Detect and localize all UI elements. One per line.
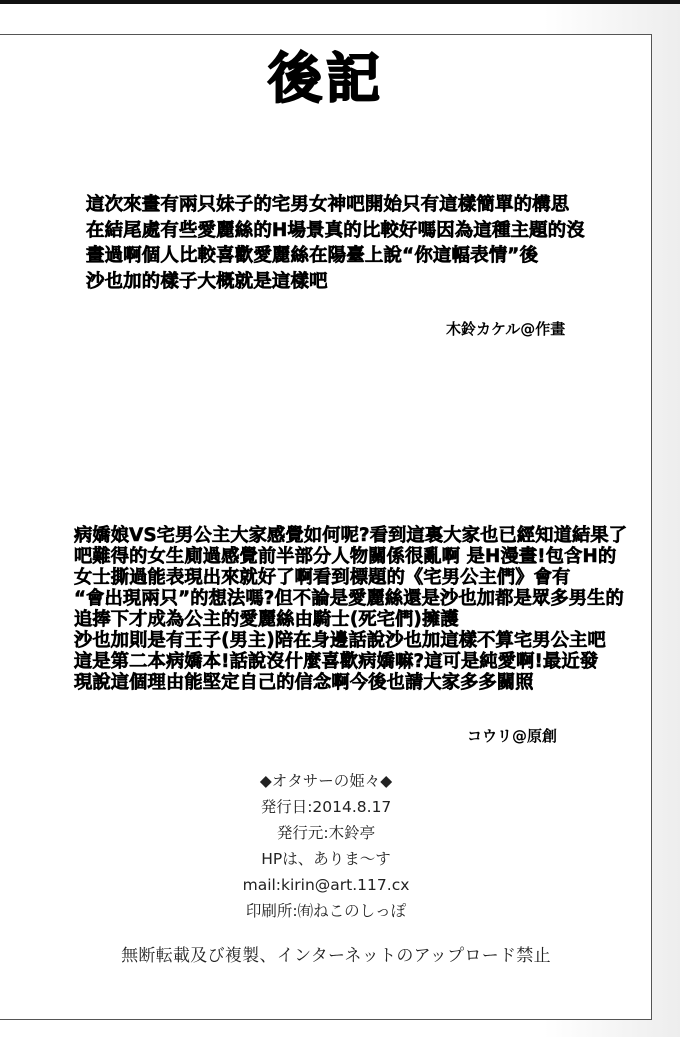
colophon-homepage: HPは、ありま～す	[261, 850, 391, 868]
page-title: 後記	[268, 47, 384, 110]
afterword-2-line: 女士撕過能表現出來就好了啊看到標題的《宅男公主們》會有	[74, 567, 571, 588]
afterword-2-line: 追捧下才成為公主的愛麗絲由騎士(死宅們)擁護	[74, 609, 459, 630]
afterword-1-line: 這次來畫有兩只妹子的宅男女神吧開始只有這樣簡單的構思	[86, 194, 570, 215]
colophon-publisher: 発行元:木鈴亭	[276, 824, 376, 842]
afterword-1-signature: 木鈴カケル@作畫	[446, 320, 566, 338]
afterword-2-signature: コウリ@原創	[467, 727, 558, 745]
afterword-2-line: “會出現兩只”的想法嗎?但不論是愛麗絲還是沙也加都是眾多男生的	[74, 588, 624, 609]
colophon-printer: 印刷所:㈲ねこのしっぽ	[245, 902, 407, 920]
copyright-notice: 無断転載及び複製、インターネットのアップロード禁止	[121, 946, 551, 966]
afterword-2-line: 現說這個理由能堅定自己的信念啊今後也請大家多多關照	[74, 672, 534, 693]
afterword-1-line: 沙也加的樣子大概就是這樣吧	[86, 270, 328, 292]
afterword-2-line: 病嬌娘VS宅男公主大家感覺如何呢?看到這裏大家也已經知道結果了	[74, 525, 628, 546]
afterword-2-line: 吧難得的女生廁過感覺前半部分人物關係很亂啊 是H漫畫!包含H的	[74, 546, 617, 567]
colophon-book-title: ◆オタサーの姫々◆	[259, 772, 393, 790]
afterword-2-line: 沙也加則是有王子(男主)陪在身邊話說沙也加這樣不算宅男公主吧	[74, 630, 606, 651]
afterword-paragraph-1	[86, 192, 585, 294]
afterword-paragraph-2	[74, 525, 627, 693]
afterword-1-line: 畫過啊個人比較喜歡愛麗絲在陽臺上說“你這幅表情”後	[86, 245, 539, 266]
colophon	[0, 768, 652, 924]
afterword-1-line: 在結尾處有些愛麗絲的H場景真的比較好嗎因為這種主題的沒	[86, 219, 585, 241]
colophon-publish-date: 発行日:2014.8.17	[260, 798, 392, 816]
afterword-2-line: 這是第二本病嬌本!話說沒什麼喜歡病嬌嘛?這可是純愛啊!最近發	[74, 651, 599, 672]
colophon-mail: mail:kirin@art.117.cx	[242, 876, 410, 894]
